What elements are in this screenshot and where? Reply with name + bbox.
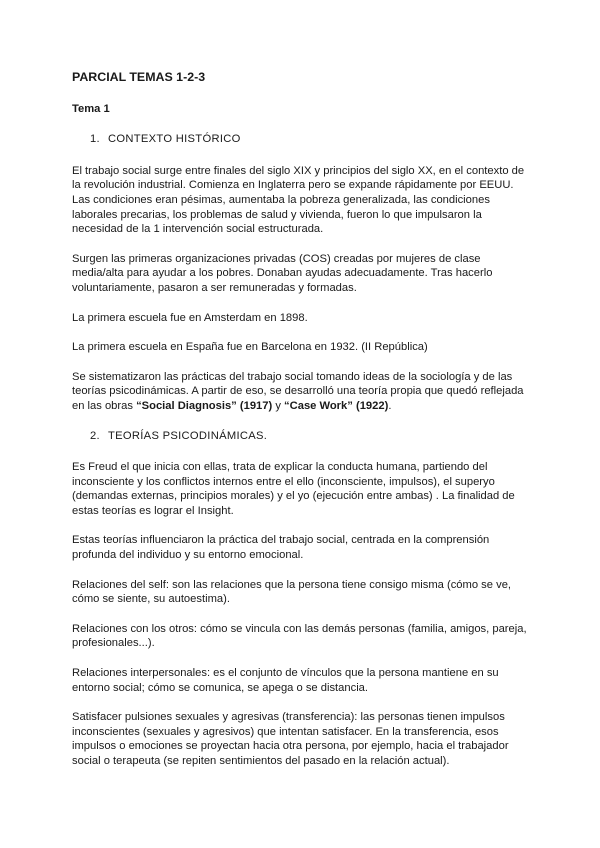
paragraph: El trabajo social surge entre finales del siglo XIX y principios del siglo XX, en el contexto de la revolución industrial. Comienza en Inglaterra pero se expande rápidamente por EEUU. Las condiciones eran pésimas, aumentaba la pobreza generalizada, las condiciones laborales precarias, los problemas de salud y vivienda, fueron lo que impulsaron la necesidad de la 1 intervención social estructurada. (72, 164, 525, 236)
paragraph-works (72, 370, 532, 414)
work-title-social-diagnosis: “Social Diagnosis” (1917) (136, 399, 273, 412)
section-heading-contexto-historico (90, 132, 532, 147)
work-title-case-work: “Case Work” (1922) (284, 399, 389, 412)
paragraph: Satisfacer pulsiones sexuales y agresivas (transferencia): las personas tienen impulsos inconscientes (sexuales y agresivos) que intentan satisfacer. En la transferencia, esos impulsos o emociones se proyectan hacia otra persona, por ejemplo, hacia el trabajador social o terapeuta (se repiten sentimientos del pasado en la relación actual). (72, 711, 509, 767)
section-title: TEORÍAS PSICODINÁMICAS. (108, 429, 268, 442)
paragraph: La primera escuela fue en Amsterdam en 1898. (72, 311, 308, 324)
paragraph-text: Se sistematizaron las prácticas del trabajo social tomando ideas de la sociología y de las teorías psicodinámicas. A partir de eso, se desarrolló una teoría propia que quedó reflejada en las obras (72, 370, 524, 412)
document-page (72, 70, 532, 784)
paragraph-text: y (272, 399, 285, 412)
document-title: PARCIAL TEMAS 1-2-3 (72, 70, 206, 84)
section-number: 2. (90, 429, 100, 442)
paragraph: Relaciones del self: son las relaciones que la persona tiene consigo misma (cómo se ve, cómo se siente, su autoestima). (72, 578, 512, 606)
paragraph: Estas teorías influenciaron la práctica del trabajo social, centrada en la comprensión profunda del individuo y su entorno emocional. (72, 534, 490, 562)
paragraph: Relaciones interpersonales: es el conjunto de vínculos que la persona mantiene en su entorno social; cómo se comunica, se apega o se distancia. (72, 667, 499, 694)
section-number: 1. (90, 133, 100, 146)
paragraph: Surgen las primeras organizaciones privadas (COS) creadas por mujeres de clase media/alta para ayudar a los pobres. Donaban ayudas adecuadamente. Tras hacerlo voluntariamente, pasaron a ser remuneradas y formadas. (72, 252, 493, 294)
paragraph: Es Freud el que inicia con ellas, trata de explicar la conducta humana, partiendo del inconsciente y los conflictos internos entre el ello (inconsciente, impulsos), el superyo (demandas externas, principios morales) y el yo (ejecución entre ambas) . La finalidad de estas teorías es lograr el Insight. (72, 461, 515, 517)
paragraph-text: . (388, 399, 392, 412)
paragraph: La primera escuela en España fue en Barcelona en 1932. (II República) (72, 341, 428, 354)
section-heading-teorias-psicodinamicas (90, 429, 532, 444)
section-title: CONTEXTO HISTÓRICO (108, 133, 241, 146)
tema-heading: Tema 1 (72, 102, 110, 115)
paragraph: Relaciones con los otros: cómo se vincula con las demás personas (familia, amigos, pareja, profesionales...). (72, 622, 527, 650)
